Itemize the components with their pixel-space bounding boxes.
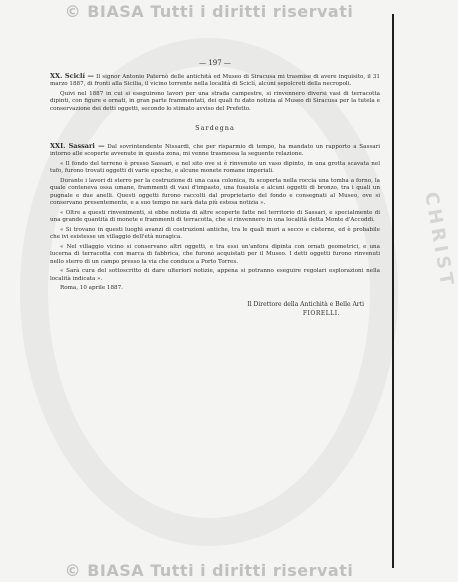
- signer-name: FIORELLI.: [302, 310, 340, 317]
- entry-text: Dal sovrintendente Nissardi, che per risparmio di tempo, ha mandato un rapporto a Sassari intorno alle scoperte avvenute in questa zona, mi venne trasmessa la seguente relazione.: [50, 143, 380, 157]
- paragraph: « Il fondo del terreno è presso Sassari, e nel sito ove si è rinvenuto un vaso dipinto, in una grotta scavata nel tufo, furono trovati oggetti di varie epoche, e alcune monete romane imperiali.: [50, 160, 380, 174]
- watermark-top: © BIASA Tutti i diritti riservati: [64, 2, 354, 21]
- paragraph: « Nel villaggio vicino si conservano altri oggetti, e tra essi un'anfora dipinta con ornati geometrici, e una lucerna di terracotta con marca di fabbrica, che furono acquistati per il Museo. I detti oggetti furono rinvenuti nello sterro di un campo presso la via che conduce a Porto Torres.: [50, 243, 380, 265]
- paragraph: « Si trovano in questi luoghi avanzi di costruzioni antiche, tra le quali muri a secco e cisterne, ed è probabile che ivi esistesse un villaggio dell'età nuragica.: [50, 226, 380, 240]
- seal-text-right: CHRIST: [420, 190, 458, 291]
- entry-heading: XXI. Sassari —: [50, 141, 105, 150]
- signature-line: Il Direttore della Antichità e Belle Arti: [247, 300, 364, 308]
- entry-scicli: [50, 73, 380, 89]
- paragraph: Durante i lavori di sterro per la costruzione di una casa colonica, fu scoperta nella roccia una tomba a forno, la quale conteneva ossa umane, frammenti di vasi d'impasto, una fusaiola e alcuni oggetti di bronzo, tra i quali un pugnale e due anelli. Questi oggetti furono raccolti dal proprietario del fondo e consegnati al Museo, ove si conservano presentemente, e a suo tempo ne sarà data più estesa notizia ».: [50, 177, 380, 206]
- section-heading: Sardegna: [195, 124, 235, 132]
- paragraph: Quivi nel 1887 in cui si eseguirono lavori per una strada campestre, si rinvennero diversi vasi di terracotta dipinti, con figure e ornati, in gran parte frammentati, dei quali fu dato notizia al Museo di Siracusa per la tutela e conservazione dei detti oggetti, secondo lo stimato avviso del Prefetto.: [50, 90, 380, 112]
- entry-text: Il signor Antonio Paternò delle antichità ed Museo di Siracusa mi trasmise di avere inquisito, il 31 marzo 1887, di fronti alla Sicilia, il vicino torrente nella località di Sciclí, alcuni sepolcreti della necropoli.: [50, 73, 380, 87]
- watermark-bottom: © BIASA Tutti i diritti riservati: [64, 561, 354, 580]
- paragraph: « Sarà cura del sottoscritto di dare ulteriori notizie, appena si potranno eseguire regolari esplorazioni nella località indicata ».: [50, 268, 380, 282]
- date-line: Roma, 10 aprile 1887.: [60, 285, 123, 291]
- document-page: [50, 60, 380, 318]
- paragraph: « Oltre a questi rinvenimenti, si ebbe notizia di altre scoperte fatte nel territorio di Sassari, e specialmente di una grande quantità di monete e frammenti di terracotta, che si rinvennero in una località detta Monte d'Accoddi.: [50, 209, 380, 223]
- page-number: — 197 —: [199, 59, 231, 67]
- entry-heading: XX. Sciclí —: [50, 71, 95, 80]
- entry-sassari: [50, 143, 380, 159]
